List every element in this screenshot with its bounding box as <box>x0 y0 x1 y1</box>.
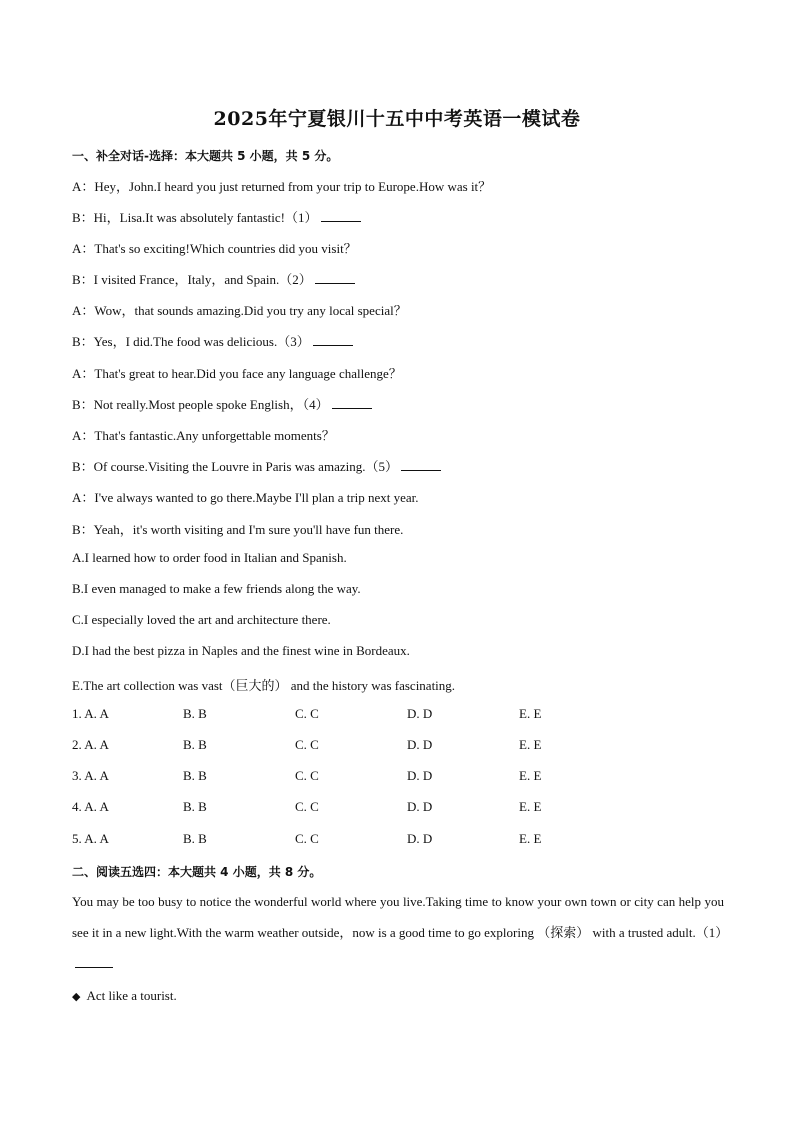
answer-blank[interactable] <box>332 397 372 409</box>
choice-option[interactable]: D. D <box>407 768 433 783</box>
dialogue-line: B：Yeah，it's worth visiting and I'm sure you'll have fun there. <box>72 522 404 537</box>
choice-option[interactable]: 4. A. A <box>72 799 109 814</box>
option-line: D.I had the best pizza in Naples and the finest wine in Bordeaux. <box>72 643 410 658</box>
bullet-line: ◆ Act like a tourist. <box>72 988 177 1003</box>
choice-option[interactable]: D. D <box>407 799 433 814</box>
section-1-heading: 一、补全对话-选择：本大题共 5 小题，共 5 分。 <box>72 149 339 163</box>
section-2-heading: 二、阅读五选四：本大题共 4 小题，共 8 分。 <box>72 865 322 879</box>
answer-row <box>72 799 672 817</box>
option-line: B.I even managed to make a few friends along the way. <box>72 581 361 596</box>
choice-option[interactable]: C. C <box>295 799 319 814</box>
choice-option[interactable]: D. D <box>407 706 433 721</box>
reading-paragraph: You may be too busy to notice the wonderful world where you live.Taking time to know your own town or city can help you see it in a new light.With the warm weather outside，now is a good time to go exploring （探索） with a trusted adult.（1） <box>72 886 724 979</box>
choice-option[interactable]: C. C <box>295 831 319 846</box>
choice-option[interactable]: D. D <box>407 831 433 846</box>
answer-row <box>72 831 672 849</box>
choice-option[interactable]: C. C <box>295 737 319 752</box>
choice-option[interactable]: E. E <box>519 799 542 814</box>
option-line: E.The art collection was vast（巨大的） and the history was fascinating. <box>72 678 456 693</box>
dialogue-line: B：Not really.Most people spoke English，（4） <box>72 394 372 413</box>
choice-option[interactable]: E. E <box>519 706 542 721</box>
dialogue-line: A：That's great to hear.Did you face any language challenge？ <box>72 366 402 381</box>
option-line: C.I especially loved the art and architecture there. <box>72 612 331 627</box>
dialogue-line: B：Yes，I did.The food was delicious.（3） <box>72 331 353 350</box>
answer-blank[interactable] <box>315 272 355 284</box>
dialogue-line: B：Hi，Lisa.It was absolutely fantastic!（1） <box>72 207 361 226</box>
choice-option[interactable]: B. B <box>183 768 207 783</box>
choice-option[interactable]: E. E <box>519 831 542 846</box>
dialogue-line: B：I visited France，Italy，and Spain.（2） <box>72 269 355 288</box>
choice-option[interactable]: B. B <box>183 706 207 721</box>
dialogue-line: A：Wow，that sounds amazing.Did you try any local special？ <box>72 303 407 318</box>
choice-option[interactable]: 5. A. A <box>72 831 109 846</box>
page-title: 2025年宁夏银川十五中中考英语一模试卷 <box>213 108 581 130</box>
choice-option[interactable]: C. C <box>295 768 319 783</box>
answer-blank[interactable] <box>313 334 353 346</box>
answer-blank[interactable] <box>321 210 361 222</box>
answer-row <box>72 737 672 755</box>
choice-option[interactable]: B. B <box>183 737 207 752</box>
dialogue-line: A：That's so exciting!Which countries did you visit？ <box>72 241 357 256</box>
choice-option[interactable]: 2. A. A <box>72 737 109 752</box>
choice-option[interactable]: D. D <box>407 737 433 752</box>
choice-option[interactable]: B. B <box>183 831 207 846</box>
choice-option[interactable]: 1. A. A <box>72 706 109 721</box>
dialogue-line: A：That's fantastic.Any unforgettable moments？ <box>72 428 335 443</box>
choice-option[interactable]: B. B <box>183 799 207 814</box>
option-line: A.I learned how to order food in Italian and Spanish. <box>72 550 347 565</box>
dialogue-line: B：Of course.Visiting the Louvre in Paris was amazing.（5） <box>72 456 441 475</box>
dialogue-line: A：I've always wanted to go there.Maybe I'll plan a trip next year. <box>72 490 419 505</box>
answer-row <box>72 768 672 786</box>
dialogue-line: A：Hey，John.I heard you just returned from your trip to Europe.How was it？ <box>72 179 492 194</box>
answer-row <box>72 706 672 724</box>
choice-option[interactable]: C. C <box>295 706 319 721</box>
answer-blank[interactable] <box>401 459 441 471</box>
answer-blank[interactable] <box>75 956 113 968</box>
choice-option[interactable]: E. E <box>519 737 542 752</box>
diamond-bullet-icon: ◆ <box>72 991 81 1003</box>
choice-option[interactable]: 3. A. A <box>72 768 109 783</box>
choice-option[interactable]: E. E <box>519 768 542 783</box>
